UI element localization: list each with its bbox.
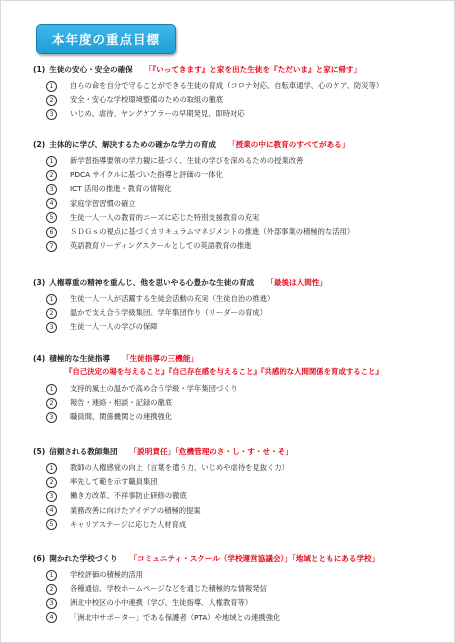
goal-section <box>33 353 438 425</box>
goal-item-text: 新学習指導要領の学力観に基づく、生徒の学びを深めるための授業改善 <box>70 156 304 166</box>
section-heading <box>33 64 438 77</box>
circled-number: 3 <box>46 412 57 423</box>
section-number: (1) <box>33 65 46 74</box>
goal-item-text: 各種通信、学校ホームページなどを通じた積極的な情報発信 <box>70 584 267 594</box>
circled-number: 4 <box>46 612 57 623</box>
goal-item-list <box>33 461 438 532</box>
circled-number: 1 <box>46 294 57 305</box>
circled-number: 2 <box>46 584 57 595</box>
section-motto: 「説明責任」「危機管理のさ・し・す・せ・そ」 <box>129 447 293 456</box>
goal-item <box>33 292 438 306</box>
section-number: (5) <box>33 447 46 456</box>
circled-number: 3 <box>46 184 57 195</box>
section-title: 主体的に学び、解決するための確かな学力の育成 <box>49 140 216 149</box>
section-title: 開かれた学校づくり <box>49 554 118 563</box>
goal-item-list <box>33 79 438 122</box>
circled-number: 3 <box>46 491 57 502</box>
circled-number: 3 <box>46 322 57 333</box>
goal-item <box>33 168 438 182</box>
section-title: 信頼される教師集団 <box>49 447 118 456</box>
goal-item <box>33 504 438 518</box>
goal-item-text: 安全・安心な学校環境整備のための取組の徹底 <box>70 95 224 105</box>
circled-number: 3 <box>46 598 57 609</box>
goal-item <box>33 461 438 475</box>
goal-item-text: 家庭学習習慣の確立 <box>70 198 136 208</box>
goal-item <box>33 79 438 93</box>
goal-item <box>33 582 438 596</box>
goal-item <box>33 182 438 196</box>
goal-item-text: 洲北中校区の小中連携（学び、生徒指導、人権教育等） <box>70 598 253 608</box>
goal-item-text: 自らの命を自分で守ることができる生徒の育成（コロナ対応、自転車通学、心のケア、防災等） <box>70 81 384 91</box>
section-motto-detail: 『自己決定の場を与えること』『自己存在感を与えること』『共感的な人間関係を育成すること』 <box>65 367 383 376</box>
goal-section <box>33 277 438 335</box>
goal-item-text: 働き方改革、不祥事防止研修の徹底 <box>70 491 187 501</box>
goal-item-text: 生徒一人一人の教育的ニーズに応じた特別支援教育の充実 <box>70 212 260 222</box>
goal-item <box>33 239 438 253</box>
goal-section <box>33 139 438 253</box>
circled-number: 3 <box>46 109 57 120</box>
section-heading <box>33 446 438 459</box>
section-heading <box>33 353 438 366</box>
section-motto: 「『いってきます』と家を出た生徒を『ただいま』と家に帰す」 <box>144 65 362 74</box>
circled-number: 7 <box>46 241 57 252</box>
goal-item-text: ICT 活用の推進・教育の情報化 <box>70 184 172 194</box>
goal-item <box>33 596 438 610</box>
circled-number: 1 <box>46 570 57 581</box>
section-number: (3) <box>33 278 46 287</box>
circled-number: 2 <box>46 170 57 181</box>
section-motto: 「生徒指導の三機能」 <box>121 354 198 363</box>
circled-number: 2 <box>46 95 57 106</box>
circled-number: 2 <box>46 398 57 409</box>
goal-item <box>33 197 438 211</box>
goal-item <box>33 518 438 532</box>
goal-item-text: 報告・連絡・相談・記録の徹底 <box>70 398 173 408</box>
goal-section <box>33 446 438 532</box>
goal-item <box>33 107 438 121</box>
goal-item <box>33 382 438 396</box>
section-number: (4) <box>33 354 46 363</box>
goal-section <box>33 64 438 122</box>
goal-item <box>33 568 438 582</box>
goal-item-text: 生徒一人一人の学びの保障 <box>70 322 158 332</box>
goal-item <box>33 410 438 424</box>
goal-item-text: 支持的風土の温かで高め合う学級・学年集団づくり <box>70 384 238 394</box>
circled-number: 6 <box>46 227 57 238</box>
goal-item-list <box>33 382 438 425</box>
goal-item-list <box>33 154 438 253</box>
goal-item-text: 率先して範を示す職員集団 <box>70 477 158 487</box>
goal-item-text: 温かで支え合う学級集団、学年集団作り（リーダーの育成） <box>70 308 268 318</box>
goal-item <box>33 475 438 489</box>
goal-item-list <box>33 568 438 625</box>
circled-number: 4 <box>46 198 57 209</box>
circled-number: 1 <box>46 384 57 395</box>
goal-item <box>33 396 438 410</box>
section-motto: 「授業の中に教育のすべてがある」 <box>228 140 350 149</box>
section-title: 人権尊重の精神を重んじ、他を思いやる心豊かな生徒の育成 <box>49 278 255 287</box>
goal-item-text: 職員間、関係機関との連携強化 <box>70 412 173 422</box>
goal-item-text: キャリアステージに応じた人材育成 <box>70 519 187 529</box>
goal-item-text: ＳＤＧｓの視点に基づくカリキュラムマネジメントの推進（外部事業の積極的な活用） <box>70 227 355 237</box>
section-motto: 「最後は人間性」 <box>266 278 328 287</box>
goal-item-text: 「洲北中サポーター」である保護者（PTA）や地域との連携強化 <box>70 612 281 622</box>
goal-section <box>33 553 438 625</box>
goal-item <box>33 93 438 107</box>
circled-number: 2 <box>46 308 57 319</box>
section-number: (6) <box>33 554 46 563</box>
section-title: 生徒の安心・安全の確保 <box>49 65 133 74</box>
goal-item-text: 英語教育リーディングスクールとしての英語教育の推進 <box>70 241 252 251</box>
circled-number: 4 <box>46 505 57 516</box>
circled-number: 2 <box>46 477 57 488</box>
goal-item <box>33 611 438 625</box>
circled-number: 1 <box>46 156 57 167</box>
goal-item <box>33 489 438 503</box>
section-number: (2) <box>33 140 46 149</box>
section-heading <box>33 553 438 566</box>
section-motto: 「コミュニティ・スクール（学校運営協議会）」「地域とともにある学校」 <box>129 554 380 563</box>
goal-item-list <box>33 292 438 335</box>
goal-item-text: PDCA サイクルに基づいた指導と評価の一体化 <box>70 170 223 180</box>
page-title-banner: 本年度の重点目標 <box>36 24 176 54</box>
goal-item-text: 学校評価の積極的活用 <box>70 570 143 580</box>
goal-item-text: 業務改善に向けたアイデアの積極的提案 <box>70 505 201 515</box>
goal-item <box>33 225 438 239</box>
section-title: 積極的な生徒指導 <box>49 354 110 363</box>
circled-number: 1 <box>46 81 57 92</box>
circled-number: 5 <box>46 519 57 530</box>
section-heading <box>33 277 438 290</box>
goal-item <box>33 154 438 168</box>
circled-number: 5 <box>46 212 57 223</box>
goal-item-text: 生徒一人一人が活躍する生徒会活動の充実（生徒自治の推進） <box>70 294 275 304</box>
goal-item <box>33 306 438 320</box>
goal-item <box>33 320 438 334</box>
goal-item-text: いじめ、虐待、ヤングケアラーの早期発見、即時対応 <box>70 109 245 119</box>
circled-number: 1 <box>46 463 57 474</box>
section-heading <box>33 139 438 152</box>
goal-item <box>33 211 438 225</box>
goal-item-text: 教師の人権感覚の向上（言葉を遣う力、いじめや虐待を見抜く力） <box>70 463 289 473</box>
